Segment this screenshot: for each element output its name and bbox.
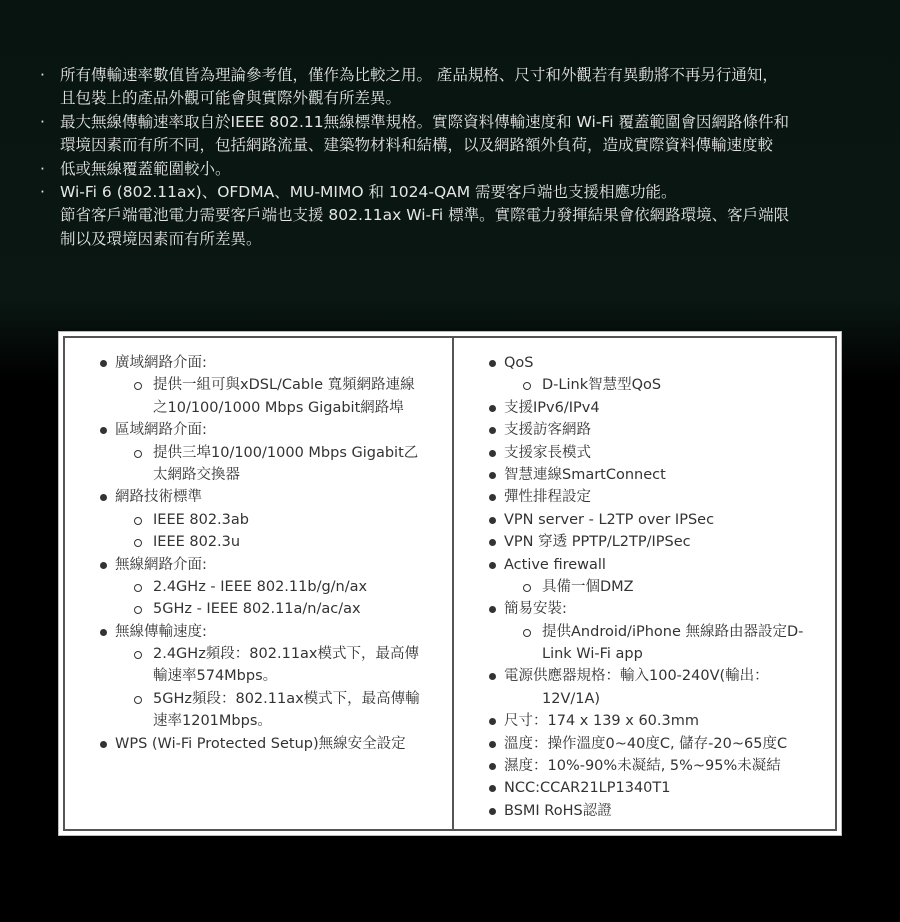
spec-item-text: 無線傳輸速度:	[115, 623, 207, 640]
spec-item	[454, 397, 839, 419]
note-text: 節省客戶端電池電力需要客戶端也支援 802.11ax Wi-Fi 標準。實際電力發揮結果會依網路環境、客戶端限	[60, 206, 790, 225]
spec-item	[454, 688, 839, 710]
spec-column-right	[454, 352, 839, 822]
bullet-disc-icon	[489, 808, 496, 815]
spec-item-text: 無線網路介面:	[115, 556, 207, 573]
bullet-disc-icon	[489, 741, 496, 748]
spec-item	[454, 442, 839, 464]
spec-item	[65, 665, 450, 687]
bullet-disc-icon	[100, 360, 107, 367]
spec-item-text: D-Link智慧型QoS	[542, 377, 662, 394]
bullet-dot-icon: ·	[40, 159, 45, 178]
bullet-disc-icon	[489, 472, 496, 479]
bullet-disc-icon	[489, 763, 496, 770]
bullet-circle-icon	[134, 696, 142, 704]
spec-item	[454, 419, 839, 441]
spec-item-text: 彈性排程設定	[504, 489, 591, 506]
note-line	[40, 204, 880, 227]
spec-item-text: IEEE 802.3u	[153, 534, 241, 551]
note-line	[40, 181, 880, 204]
spec-item-text: 電源供應器規格：輸入100-240V(輸出：	[504, 668, 769, 685]
bullet-disc-icon	[489, 427, 496, 434]
spec-item	[65, 509, 450, 531]
bullet-circle-icon	[134, 539, 142, 547]
spec-item-text: VPN 穿透 PPTP/L2TP/IPSec	[504, 534, 691, 551]
bullet-circle-icon	[134, 450, 142, 458]
spec-item	[454, 800, 839, 822]
spec-item	[454, 531, 839, 553]
spec-item	[65, 576, 450, 598]
spec-item	[454, 464, 839, 486]
spec-item	[454, 777, 839, 799]
note-text: 所有傳輸速率數值皆為理論參考值，僅作為比較之用。 產品規格、尺寸和外觀若有異動將不再另行通知，	[60, 66, 778, 84]
bullet-circle-icon	[523, 629, 531, 637]
spec-item-text: 提供Android/iPhone 無線路由器設定D-	[542, 623, 804, 640]
bullet-disc-icon	[489, 785, 496, 792]
note-line	[40, 111, 880, 134]
bullet-circle-icon	[523, 382, 531, 390]
bullet-disc-icon	[489, 450, 496, 457]
spec-item-text: Active firewall	[504, 556, 606, 573]
spec-item	[454, 509, 839, 531]
spec-item	[454, 486, 839, 508]
bullet-disc-icon	[100, 427, 107, 434]
spec-item	[454, 352, 839, 374]
spec-item	[65, 554, 450, 576]
spec-item-text: 濕度：10%-90%未凝結, 5%~95%未凝結	[504, 758, 781, 775]
note-line	[40, 64, 880, 87]
note-text: Wi-Fi 6 (802.11ax)、OFDMA、MU-MIMO 和 1024-QAM 需要客戶端也支援相應功能。	[60, 182, 677, 201]
spec-item	[65, 442, 450, 464]
spec-item-text: 2.4GHz - IEEE 802.11b/g/n/ax	[153, 578, 368, 595]
spec-item	[454, 710, 839, 732]
spec-item	[65, 419, 450, 441]
spec-item	[454, 554, 839, 576]
bullet-disc-icon	[489, 360, 496, 367]
bullet-circle-icon	[134, 517, 142, 525]
spec-item-text: 簡易安裝:	[504, 601, 567, 618]
bullet-dot-icon: ·	[40, 66, 45, 84]
spec-item	[454, 755, 839, 777]
spec-item-text: QoS	[504, 355, 534, 371]
spec-item	[65, 643, 450, 665]
spec-item-text: 溫度：操作溫度0~40度C, 儲存-20~65度C	[504, 735, 788, 752]
spec-item-text: BSMI RoHS認證	[504, 802, 612, 819]
spec-item	[454, 598, 839, 620]
spec-item-text: 太網路交換器	[153, 466, 240, 483]
spec-item-text: 提供三埠10/100/1000 Mbps Gigabit乙	[153, 444, 419, 461]
bullet-disc-icon	[489, 405, 496, 412]
spec-item	[65, 621, 450, 643]
bullet-disc-icon	[489, 494, 496, 501]
spec-item-text: 尺寸：174 x 139 x 60.3mm	[504, 713, 699, 730]
bullet-disc-icon	[489, 606, 496, 613]
note-text: 低或無線覆蓋範圍較小。	[60, 159, 231, 178]
bullet-disc-icon	[489, 539, 496, 546]
bullet-disc-icon	[100, 741, 107, 748]
spec-item-text: WPS (Wi-Fi Protected Setup)無線安全設定	[115, 735, 406, 752]
note-text: 制以及環境因素而有所差異。	[60, 229, 262, 248]
note-text: 環境因素而有所不同，包括網路流量、建築物材料和結構，以及網路額外負荷，造成實際資料傳輸速度較	[60, 136, 774, 155]
note-line	[40, 228, 880, 251]
spec-item-text: 支援訪客網路	[504, 422, 591, 439]
spec-item	[454, 374, 839, 396]
spec-item	[65, 688, 450, 710]
spec-item	[65, 374, 450, 396]
spec-item	[454, 733, 839, 755]
bullet-disc-icon	[489, 517, 496, 524]
spec-item-text: NCC:CCAR21LP1340T1	[504, 780, 671, 797]
spec-table-frame	[63, 336, 837, 831]
spec-item-text: 輸速率574Mbps。	[153, 668, 278, 685]
spec-item-text: 智慧連線SmartConnect	[504, 466, 666, 483]
bullet-circle-icon	[134, 584, 142, 592]
bullet-circle-icon	[134, 606, 142, 614]
spec-item-text: 支援家長模式	[504, 444, 591, 461]
spec-item	[454, 576, 839, 598]
spec-item	[454, 621, 839, 643]
spec-item-text: VPN server - L2TP over IPSec	[504, 511, 715, 528]
bullet-disc-icon	[100, 562, 107, 569]
bullet-disc-icon	[100, 629, 107, 636]
spec-table	[58, 331, 842, 836]
spec-item	[65, 486, 450, 508]
spec-item	[454, 665, 839, 687]
spec-item-text: 網路技術標準	[115, 489, 202, 506]
note-text: 且包裝上的產品外觀可能會與實際外觀有所差異。	[60, 89, 402, 108]
bullet-circle-icon	[134, 651, 142, 659]
spec-item	[65, 464, 450, 486]
spec-column-left	[65, 352, 450, 755]
spec-item-text: 提供一組可與xDSL/Cable 寬頻網路連線	[153, 377, 415, 394]
spec-item-text: 區域網路介面:	[115, 422, 207, 439]
note-line	[40, 158, 880, 181]
bullet-circle-icon	[523, 584, 531, 592]
note-line	[40, 87, 880, 110]
spec-item-text: 速率1201Mbps。	[153, 713, 272, 730]
bullet-circle-icon	[134, 382, 142, 390]
bullet-dot-icon: ·	[40, 112, 45, 131]
spec-item-text: IEEE 802.3ab	[153, 511, 249, 528]
spec-item-text: 支援IPv6/IPv4	[504, 399, 600, 416]
spec-item-text: 12V/1A)	[542, 690, 601, 707]
spec-item-text: 5GHz - IEEE 802.11a/n/ac/ax	[153, 601, 361, 618]
spec-item	[65, 598, 450, 620]
spec-item-text: 廣域網路介面:	[115, 355, 207, 371]
spec-item	[65, 710, 450, 732]
bullet-disc-icon	[489, 562, 496, 569]
spec-item-text: 之10/100/1000 Mbps Gigabit網路埠	[153, 399, 404, 416]
spec-item	[65, 733, 450, 755]
spec-item-text: Link Wi-Fi app	[542, 646, 643, 663]
bullet-disc-icon	[489, 718, 496, 725]
bullet-disc-icon	[489, 673, 496, 680]
spec-item	[65, 352, 450, 374]
spec-item	[454, 643, 839, 665]
bullet-dot-icon: ·	[40, 182, 45, 201]
spec-item	[65, 397, 450, 419]
disclaimer-notes	[40, 64, 880, 251]
bullet-disc-icon	[100, 494, 107, 501]
spec-item-text: 具備一個DMZ	[542, 578, 634, 595]
note-text: 最大無線傳輸速率取自於IEEE 802.11無線標準規格。實際資料傳輸速度和 Wi-Fi 覆蓋範圍會因網路條件和	[60, 112, 789, 131]
spec-item-text: 5GHz頻段：802.11ax模式下，最高傳輸	[153, 690, 420, 707]
spec-item-text: 2.4GHz頻段：802.11ax模式下，最高傳	[153, 646, 420, 663]
spec-item	[65, 531, 450, 553]
note-line	[40, 134, 880, 157]
